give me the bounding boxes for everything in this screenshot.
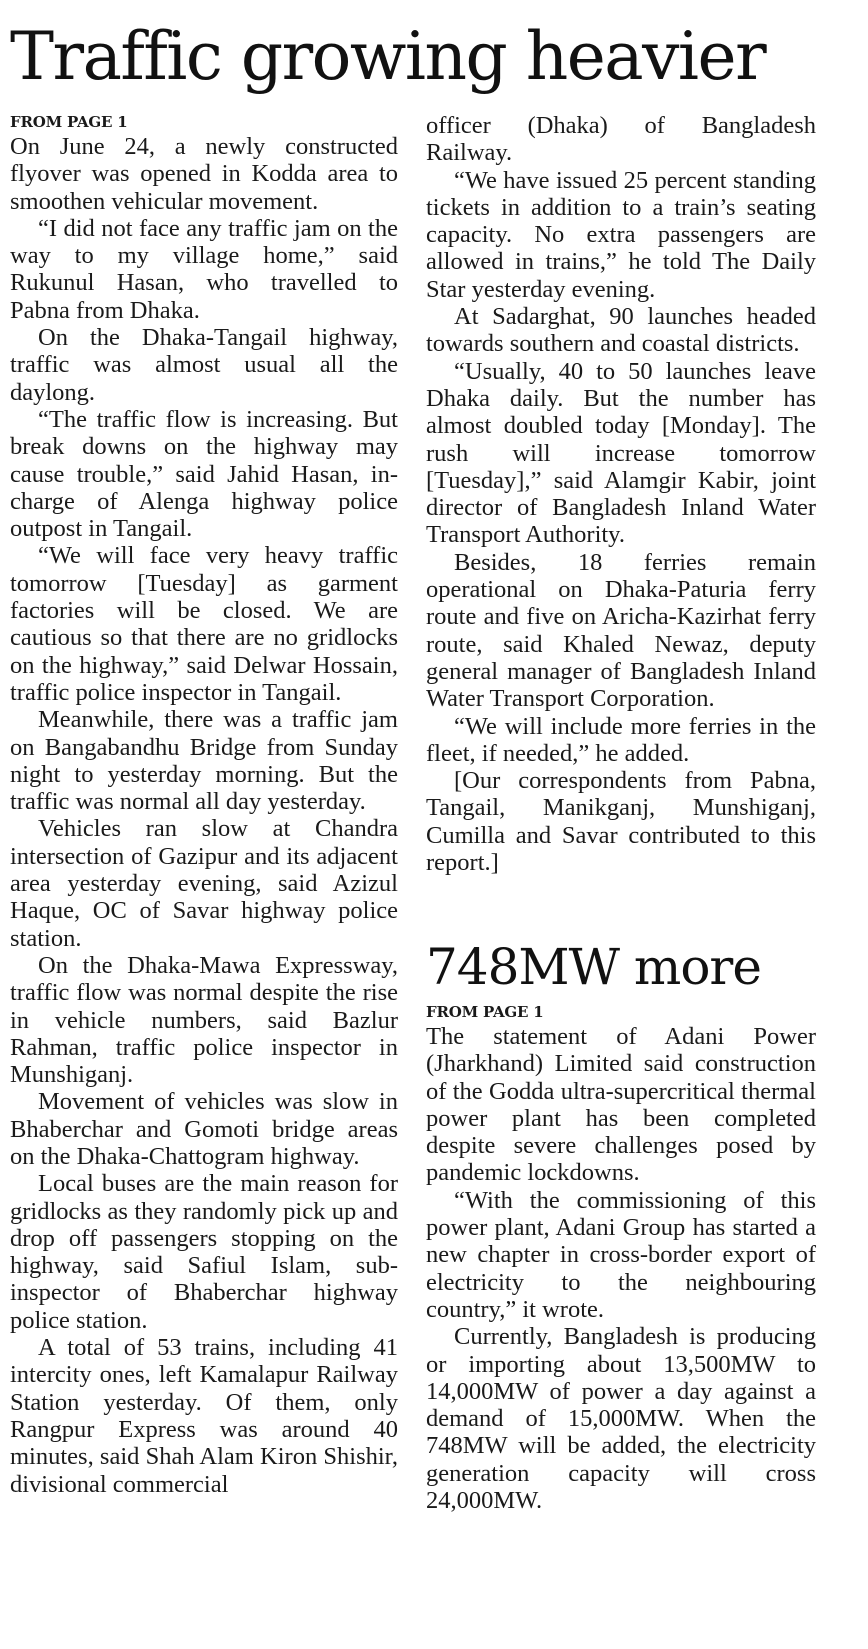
- paragraph: A total of 53 trains, including 41 intercity ones, left Kamalapur Railway Station yesterday. Of them, only Rangpur Express was around 40 minutes, said Shah Alam Kiron Shishir, divisional commercial: [10, 1334, 398, 1498]
- continuation-kicker: FROM PAGE 1: [10, 113, 128, 131]
- second-article-column: [426, 1002, 816, 1514]
- paragraph: On June 24, a newly constructed flyover was opened in Kodda area to smoothen vehicular movement.: [10, 133, 398, 215]
- paragraph: On the Dhaka-Tangail highway, traffic was almost usual all the daylong.: [10, 324, 398, 406]
- article-column-right: [426, 112, 816, 876]
- paragraph: “We will face very heavy traffic tomorrow [Tuesday] as garment factories will be closed. We are cautious so that there are no gridlocks on the highway,” said Delwar Hossain, traffic police inspector in Tangail.: [10, 542, 398, 706]
- paragraph: Movement of vehicles was slow in Bhaberchar and Gomoti bridge areas on the Dhaka-Chattogram highway.: [10, 1088, 398, 1170]
- paragraph: “The traffic flow is increasing. But break downs on the highway may cause trouble,” said Jahid Hasan, in-charge of Alenga highway police outpost in Tangail.: [10, 405, 398, 543]
- paragraph: “We have issued 25 percent standing tickets in addition to a train’s seating capacity. No extra passengers are allowed in trains,” he told The Daily Star yesterday evening.: [426, 166, 816, 303]
- paragraph-continuation: officer (Dhaka) of Bangladesh Railway.: [426, 112, 816, 167]
- paragraph: Meanwhile, there was a traffic jam on Bangabandhu Bridge from Sunday night to yesterday morning. But the traffic was normal all day yesterday.: [10, 706, 398, 816]
- paragraph: The statement of Adani Power (Jharkhand) Limited said construction of the Godda ultra-supercritical thermal power plant has been completed despite severe challenges posed by pandemic lockdowns.: [426, 1023, 816, 1187]
- paragraph: Local buses are the main reason for gridlocks as they randomly pick up and drop off passengers stopping on the highway, said Safiul Islam, sub-inspector of Bhaberchar highway police station.: [10, 1170, 398, 1334]
- paragraph: [Our correspondents from Pabna, Tangail, Manikganj, Munshiganj, Cumilla and Savar contributed to this report.]: [426, 767, 816, 877]
- paragraph: “We will include more ferries in the fleet, if needed,” he added.: [426, 712, 816, 767]
- paragraph: “I did not face any traffic jam on the way to my village home,” said Rukunul Hasan, who travelled to Pabna from Dhaka.: [10, 214, 398, 324]
- article-headline: Traffic growing heavier: [10, 18, 766, 95]
- paragraph: “Usually, 40 to 50 launches leave Dhaka daily. But the number has almost doubled today [Monday]. The rush will increase tomorrow [Tuesday],” said Alamgir Kabir, joint director of Bangladesh Inland Water Transport Authority.: [426, 357, 816, 549]
- continuation-kicker: FROM PAGE 1: [426, 1003, 544, 1021]
- second-article-headline: 748MW more: [426, 938, 761, 996]
- paragraph: Vehicles ran slow at Chandra intersection of Gazipur and its adjacent area yesterday evening, said Azizul Haque, OC of Savar highway police station.: [10, 815, 398, 952]
- paragraph: At Sadarghat, 90 launches headed towards southern and coastal districts.: [426, 303, 816, 358]
- paragraph: Currently, Bangladesh is producing or importing about 13,500MW to 14,000MW of power a day against a demand of 15,000MW. When the 748MW will be added, the electricity generation capacity will cross 24,000MW.: [426, 1323, 816, 1515]
- paragraph: “With the commissioning of this power plant, Adani Group has started a new chapter in cross-border export of electricity to the neighbouring country,” it wrote.: [426, 1186, 816, 1323]
- paragraph: Besides, 18 ferries remain operational on Dhaka-Paturia ferry route and five on Aricha-Kazirhat ferry route, said Khaled Newaz, deputy general manager of Bangladesh Inland Water Transport Corporation.: [426, 548, 816, 713]
- article-column-left: [10, 112, 398, 1498]
- paragraph: On the Dhaka-Mawa Expressway, traffic flow was normal despite the rise in vehicle numbers, said Bazlur Rahman, traffic police inspector in Munshiganj.: [10, 951, 398, 1089]
